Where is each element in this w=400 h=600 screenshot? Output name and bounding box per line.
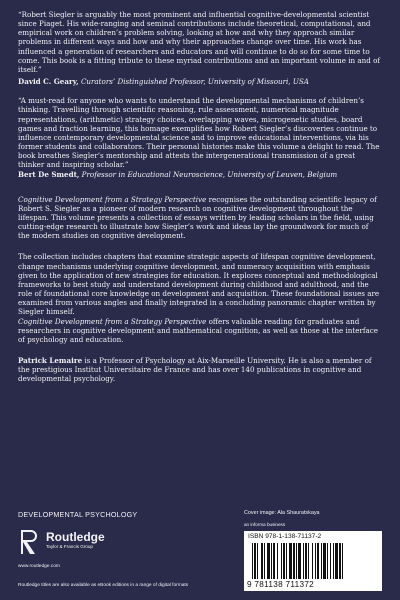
- isbn-barcode: [244, 531, 382, 591]
- publisher-logo: [18, 524, 138, 560]
- endorsement-quote-2: “A must-read for anyone who wants to understand the developmental mechanisms of children’s thinking. Travelling through scientific reasoning, rule assessment, numerical magnitude representations, (arithmetic) strategy choices, overlapping waves, microgenetic studies, board games and fraction learning, this homage exemplifies how Robert Siegler’s discoveries continue to influence contemporary developmental science and to improve educational interventions, via his former students and collaborators. Their personal histories make this volume a delight to read. The book breathes Siegler’s mentorship and attests the intergenerational transmission of a great thinker and inspiring scholar.”: [18, 96, 380, 170]
- blurb-paragraph-2: The collection includes chapters that examine strategic aspects of lifespan cognitive development, change mechanisms underlying cognitive development, and numeracy acquisition with emphasis given to the application of new strategies for education. It explores conceptual and methodological frameworks to best study and understand development during childhood and adulthood, and the role of foundational core knowledge on development and acquisition. These foundational issues are examined from various angles and finally integrated in a concluding panoramic chapter written by Siegler himself.: [18, 252, 380, 317]
- book-title: Cognitive Development from a Strategy Perspective: [18, 194, 207, 204]
- blurb-paragraph-3: [18, 317, 382, 344]
- back-cover-text: [18, 10, 382, 383]
- endorser-name: Bert De Smedt,: [18, 169, 80, 179]
- publisher-url: www.routledge.com: [18, 564, 60, 569]
- endorsement-attribution-2: [18, 170, 382, 179]
- endorsement-attribution-1: [18, 77, 382, 86]
- publisher-group: Taylor & Francis Group: [46, 544, 93, 549]
- endorsement-quote-1: “Robert Siegler is arguably the most prominent and influential cognitive-developmental scientist since Piaget. His wide-ranging and seminal contributions include theoretical, computational, and empirical work on children’s problem solving, looking at how and why they approach similar problems in different ways and how and why their approaches change over time. His work has influenced a generation of researchers and educators and will continue to do so for some time to come. This book is a fitting tribute to these myriad contributions and an important volume in and of itself.”: [18, 10, 381, 74]
- author-bio-text: is a Professor of Psychology at Aix-Marseille University. He is also a member of the prestigious Institut Universitaire de France and has over 140 publications in cognitive and developmental psychology.: [18, 356, 372, 384]
- blurb-text: offers valuable reading for graduates and researchers in cognitive development and mathematical cognition, as well as those at the interface of psychology and education.: [18, 316, 379, 344]
- author-name: Patrick Lemaire: [18, 356, 83, 365]
- isbn-number: ISBN 978-1-138-71137-2: [248, 533, 322, 540]
- barcode-digits: 9 781138 711372: [247, 580, 315, 589]
- blurb-paragraph-1: [18, 195, 382, 241]
- blurb-text: recognises the outstanding scientific legacy of Robert S. Siegler as a pioneer of modern research on cognitive development throughout the lifespan. This volume presents a collection of essays written by leading scholars in the field, using cutting-edge research to illustrate how Siegler’s work and ideas lay the groundwork for much of the modern studies on cognitive development.: [18, 194, 377, 241]
- informa-tagline: an informa business: [244, 522, 286, 527]
- author-bio: [18, 356, 382, 383]
- barcode-bars: [252, 543, 376, 579]
- endorser-name: David C. Geary,: [18, 77, 79, 87]
- endorser-position: Curators’ Distinguished Professor, University of Missouri, USA: [80, 77, 309, 87]
- cover-footer: [18, 508, 382, 594]
- endorser-position: Professor in Educational Neuroscience, University of Leuven, Belgium: [81, 169, 338, 179]
- cover-image-credit: Cover image: Ala Shauratskaya: [244, 510, 320, 516]
- ebook-note: Routledge titles are also available as eBook editions in a range of digital formats: [18, 583, 189, 588]
- publisher-name: Routledge: [46, 530, 105, 544]
- routledge-r-icon: [18, 528, 40, 556]
- book-title: Cognitive Development from a Strategy Perspective: [18, 316, 207, 326]
- subject-category: DEVELOPMENTAL PSYCHOLOGY: [18, 510, 138, 519]
